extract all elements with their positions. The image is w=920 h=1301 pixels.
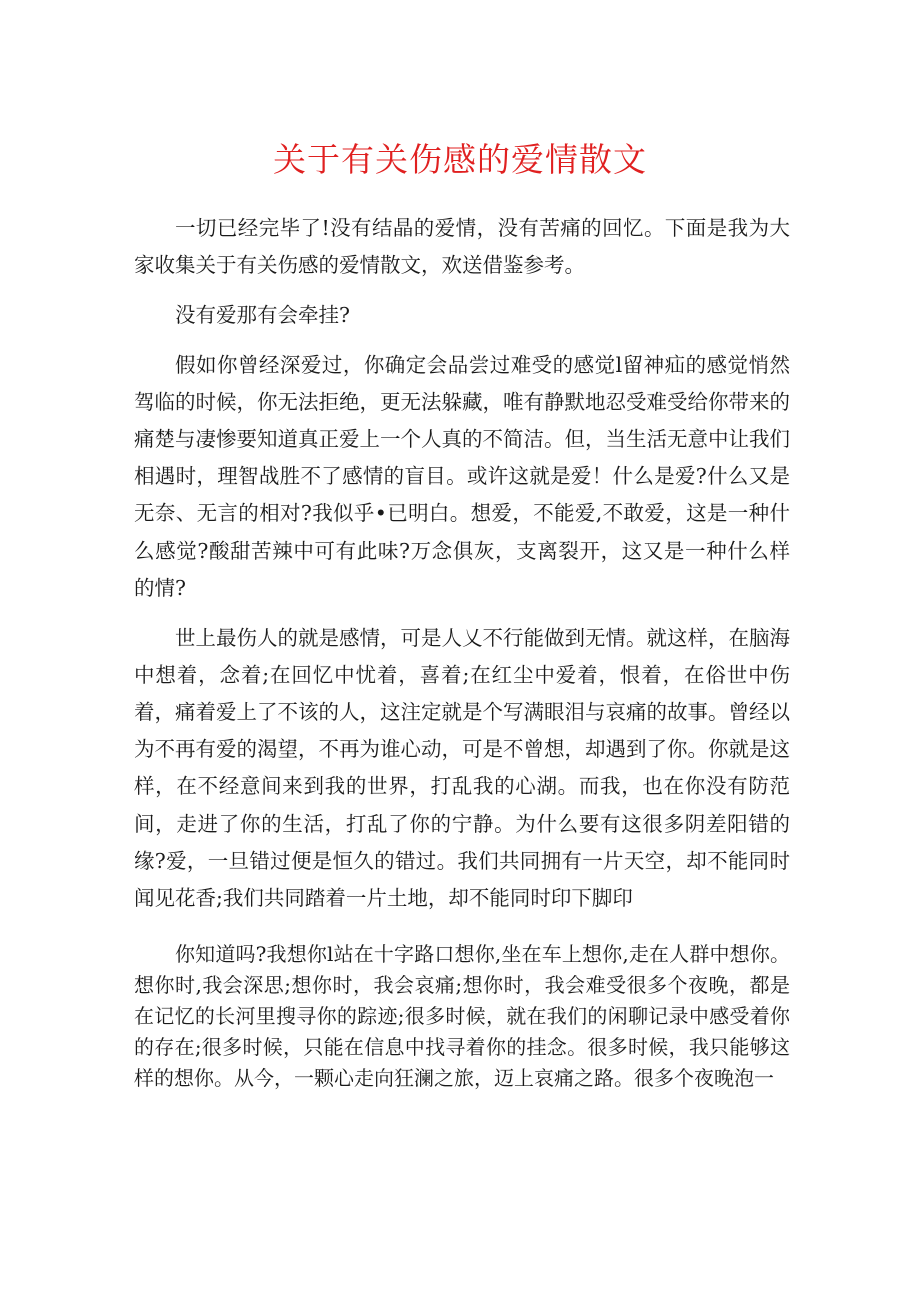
document-title: 关于有关伤感的爱情散文 (273, 140, 647, 179)
paragraph-deep-love: 假如你曾经深爱过，你确定会品尝过难受的感觉l留神疝的感觉悄然驾临的时候，你无法拒绝，更无法躲藏，唯有静默地忍受难受给你带来的痛楚与凄惨要知道真正爱上一个人真的不简洁。但，当生活无意中让我们相遇时，理智战胜不了感情的盲目。或许这就是爱！什么是爱?什么又是无奈、无言的相对?我似乎•已明白。想爱，不能爱,不敢爱，这是一种什么感觉?酸甜苦辣中可有此味?万念俱灰，支离裂开，这又是一种什么样的情? (134, 352, 790, 600)
paragraph-missing-you: 你知道吗?我想你l站在十字路口想你,坐在车上想你,走在人群中想你。想你时,我会深思;想你时，我会哀痛;想你时，我会难受很多个夜晚，都是在记忆的长河里搜寻你的踪迹;很多时候，就在我们的闲聊记录中感受着你的存在;很多时候，只能在信息中找寻着你的挂念。很多时候，我只能够这样的想你。从今，一颗心走向狂澜之旅，迈上哀痛之路。很多个夜晚泡一 (134, 942, 790, 1091)
paragraph-intro: 一切已经完毕了!没有结晶的爱情，没有苦痛的回忆。下面是我为大家收集关于有关伤感的爱情散文，欢送借鉴参考。 (134, 216, 790, 278)
paragraph-heading-question: 没有爱那有会牵挂? (175, 302, 350, 327)
document-body (134, 210, 790, 1094)
paragraph-hurt-by-feelings: 世上最伤人的就是感情，可是人乂不行能做到无情。就这样，在脑海中想着，念着;在回忆中忧着，喜着;在红尘中爱着，恨着，在俗世中伤着，痛着爱上了不该的人，这注定就是个写满眼泪与哀痛的故事。曾经以为不再有爱的渴望，不再为谁心动，可是不曾想，却遇到了你。你就是这样，在不经意间来到我的世界，打乱我的心湖。而我，也在你没有防范间，走进了你的生活，打乱了你的宁静。为什么要有这很多阴差阳错的缘?爱，一旦错过便是恒久的错过。我们共同拥有一片天空，却不能同时闻见花香;我们共同踏着一片土地，却不能同时印下脚印 (134, 625, 790, 910)
